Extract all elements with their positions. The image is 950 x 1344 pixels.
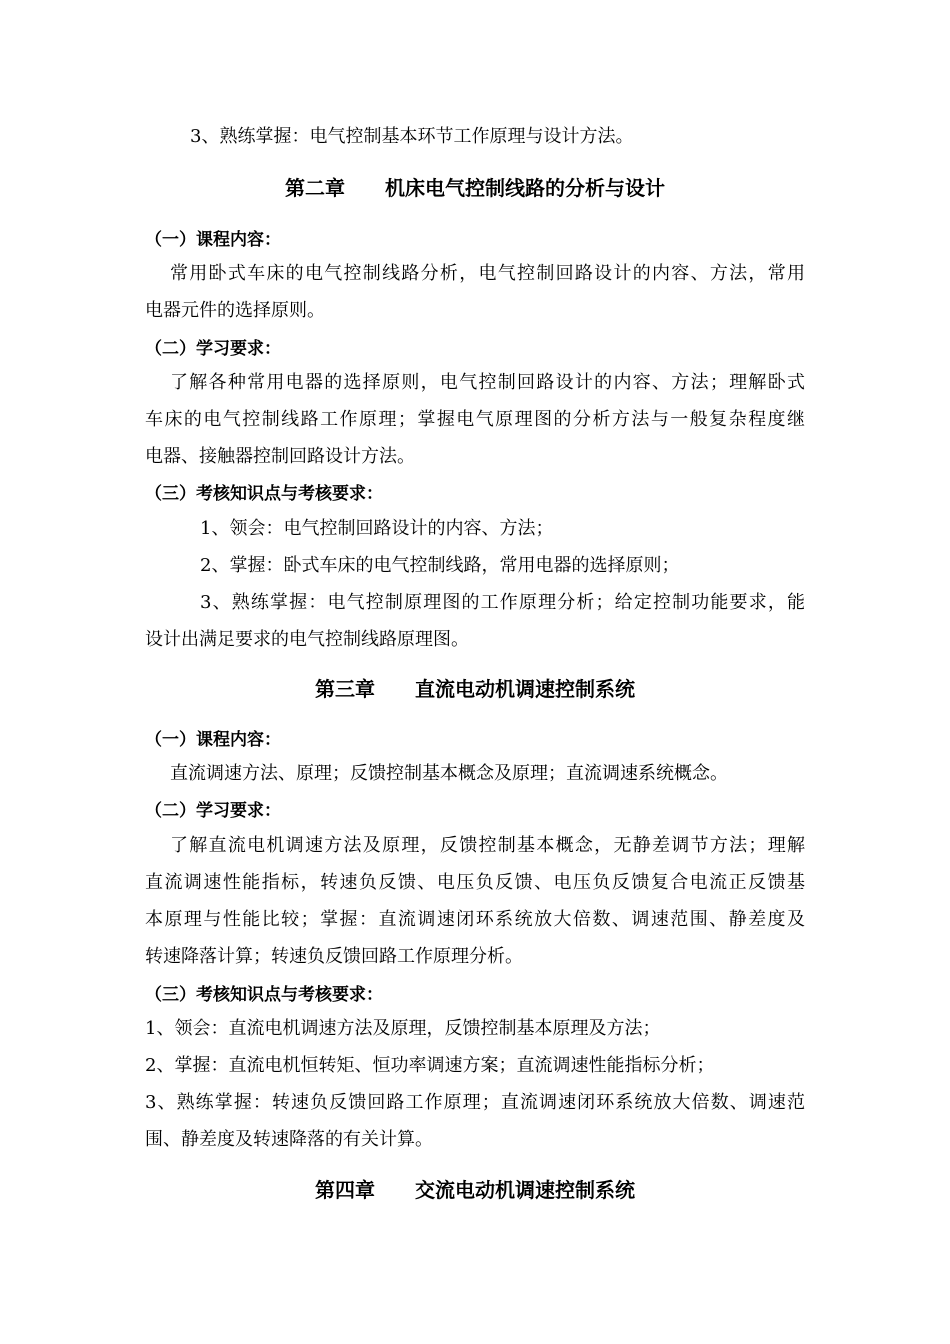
- chapter4-title: 第四章 交流电动机调速控制系统: [315, 1178, 635, 1202]
- chapter2-s3-line: 2、掌握：卧式车床的电气控制线路，常用电器的选择原则；: [200, 555, 680, 576]
- chapter2-s1-line: 电器元件的选择原则。: [145, 300, 325, 321]
- chapter3-s3-line: 围、静差度及转速降落的有关计算。: [145, 1129, 433, 1150]
- chapter3-s2-line: 转速降落计算；转速负反馈回路工作原理分析。: [145, 946, 523, 967]
- chapter3-s1-heading: （一）课程内容：: [145, 730, 281, 750]
- chapter3-title: 第三章 直流电动机调速控制系统: [315, 677, 635, 701]
- chapter2-s1-heading: （一）课程内容：: [145, 230, 281, 250]
- chapter2-s2-line: 了解各种常用电器的选择原则，电气控制回路设计的内容、方法；理解卧式: [170, 372, 805, 393]
- intro-item: 3、熟练掌握：电气控制基本环节工作原理与设计方法。: [190, 126, 634, 147]
- chapter2-s2-line: 电器、接触器控制回路设计方法。: [145, 446, 415, 467]
- chapter2-s2-heading: （二）学习要求：: [145, 339, 281, 359]
- chapter2-s3-heading: （三）考核知识点与考核要求：: [145, 484, 383, 504]
- chapter3-s2-heading: （二）学习要求：: [145, 801, 281, 821]
- chapter3-s3-line: 3、熟练掌握：转速负反馈回路工作原理；直流调速闭环系统放大倍数、调速范: [145, 1092, 805, 1113]
- chapter2-s3-line: 1、领会：电气控制回路设计的内容、方法；: [200, 518, 554, 539]
- chapter2-s3-line: 设计出满足要求的电气控制线路原理图。: [145, 629, 469, 650]
- chapter3-s3-line: 1、领会：直流电机调速方法及原理，反馈控制基本原理及方法；: [145, 1018, 661, 1039]
- chapter3-s3-heading: （三）考核知识点与考核要求：: [145, 985, 383, 1005]
- chapter2-s2-line: 车床的电气控制线路工作原理；掌握电气原理图的分析方法与一般复杂程度继: [145, 409, 805, 430]
- chapter2-s3-line: 3、熟练掌握：电气控制原理图的工作原理分析；给定控制功能要求，能: [200, 592, 805, 613]
- chapter2-s1-line: 常用卧式车床的电气控制线路分析，电气控制回路设计的内容、方法，常用: [170, 263, 805, 284]
- chapter3-s2-line: 本原理与性能比较；掌握：直流调速闭环系统放大倍数、调速范围、静差度及: [145, 909, 805, 930]
- chapter3-s2-line: 了解直流电机调速方法及原理，反馈控制基本概念，无静差调节方法；理解: [170, 835, 805, 856]
- chapter3-s2-line: 直流调速性能指标，转速负反馈、电压负反馈、电压负反馈复合电流正反馈基: [145, 872, 805, 893]
- chapter3-s3-line: 2、掌握：直流电机恒转矩、恒功率调速方案；直流调速性能指标分析；: [145, 1055, 715, 1076]
- chapter2-title: 第二章 机床电气控制线路的分析与设计: [285, 176, 665, 200]
- chapter3-s1-line: 直流调速方法、原理；反馈控制基本概念及原理；直流调速系统概念。: [170, 763, 728, 784]
